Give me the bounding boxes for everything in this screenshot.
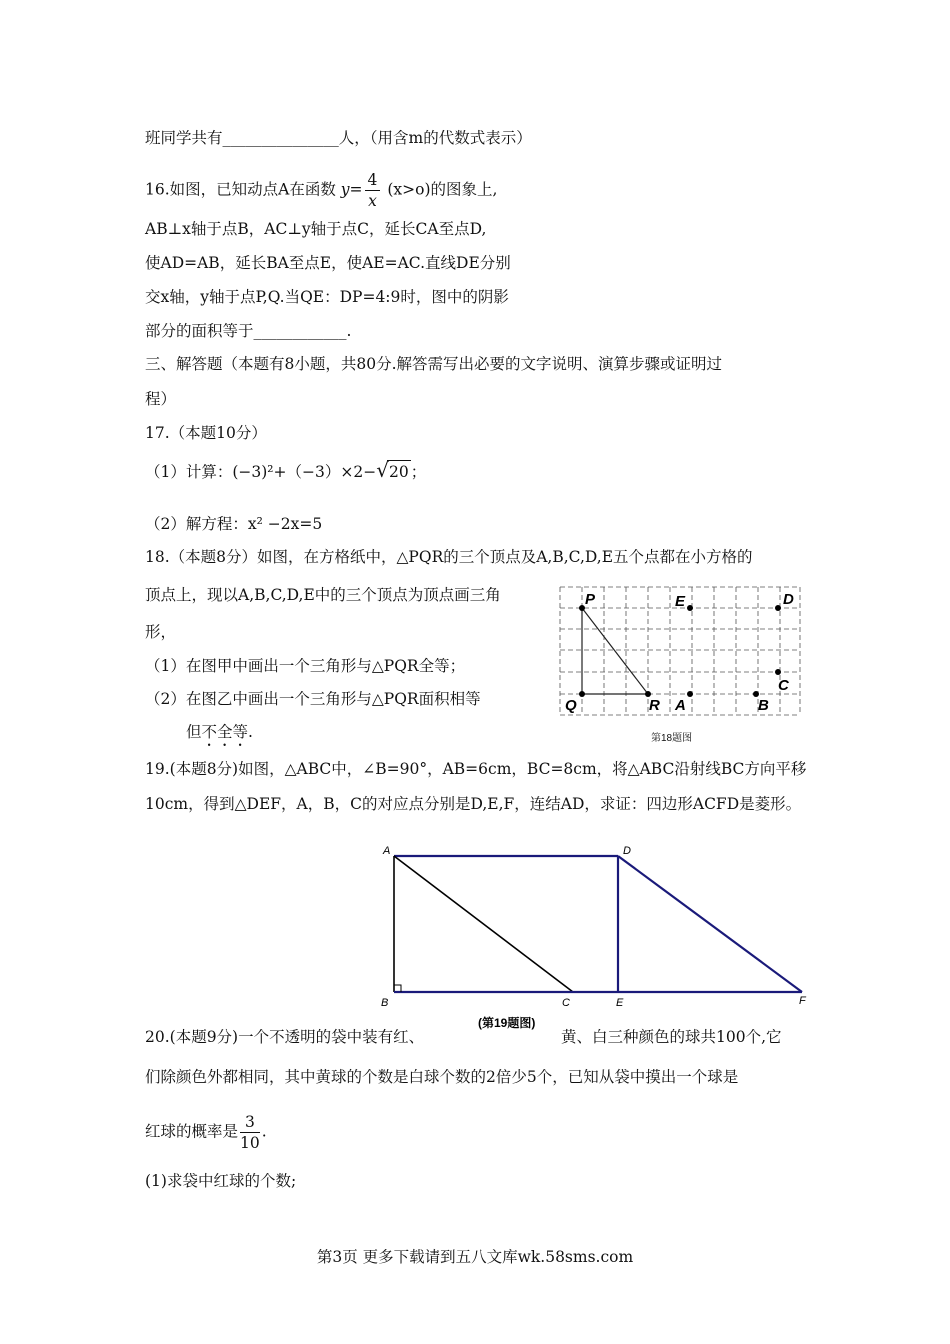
- label-b: B: [758, 697, 769, 714]
- point-d: [775, 605, 781, 611]
- q20-text-c: 红球的概率是: [145, 1122, 239, 1141]
- label-d: D: [783, 591, 794, 608]
- label-c: C: [778, 677, 789, 694]
- label-e: E: [675, 593, 686, 610]
- q18-part1: （1）在图甲中画出一个三角形与△PQR全等；: [145, 657, 466, 675]
- q17-1-end: ；: [410, 463, 427, 481]
- label-p: P: [585, 591, 596, 608]
- label-a: A: [675, 697, 686, 714]
- point-q: [579, 691, 585, 697]
- q20-probability: [145, 1112, 267, 1153]
- question-18: 18.（本题8分）如图，在方格纸中，△PQR的三个顶点及A,B,C,D,E五个点都在小方格的: [145, 548, 753, 566]
- q20-period: .: [261, 1122, 267, 1141]
- q16-text-b: (x>o)的图象上,: [387, 180, 498, 199]
- q16-fraction: [365, 170, 381, 211]
- figure-19-caption: (第19题图): [478, 1016, 536, 1030]
- text-line: 程）: [145, 390, 177, 408]
- text-line: 使AD=AB，延长BA至点E，使AE=AC.直线DE分别: [145, 254, 511, 272]
- figure-18-caption: 第18题图: [651, 733, 693, 744]
- q17-part2: （2）解方程：x² −2x=5: [145, 515, 323, 533]
- question-16: [145, 170, 497, 211]
- label-r: R: [649, 697, 660, 714]
- q20-fraction: [240, 1112, 260, 1153]
- q18-emphasis: 不全等: [201, 723, 249, 741]
- fraction-denominator: x: [368, 192, 377, 210]
- q20-text-a: 20.(本题9分)一个不透明的袋中装有红、: [145, 1028, 425, 1046]
- q17-1-text: （1）计算：(−3)²+（−3）×2−: [145, 463, 377, 481]
- q18-part2-cont: [186, 721, 253, 750]
- label-f: F: [799, 995, 806, 1007]
- page-footer: 第3页 更多下载请到五八文库wk.58sms.com: [316, 1248, 634, 1266]
- q17-part1: [145, 459, 426, 483]
- label-b: B: [381, 997, 389, 1009]
- label-e: E: [616, 997, 624, 1009]
- figure-18: [556, 584, 806, 744]
- text-line: 顶点上，现以A,B,C,D,E中的三个顶点为顶点画三角: [145, 586, 501, 604]
- question-17: 17.（本题10分）: [145, 424, 267, 442]
- text-line: 交x轴，y轴于点P,Q.当QE：DP=4:9时，图中的阴影: [145, 288, 509, 306]
- section-heading: 三、解答题（本题有8小题，共80分.解答需写出必要的文字说明、演算步骤或证明过: [145, 355, 723, 373]
- label-d: D: [623, 845, 631, 857]
- point-e: [687, 605, 693, 611]
- label-q: Q: [565, 697, 577, 714]
- triangle-pqr: [582, 608, 648, 694]
- sqrt-radicand: 20: [387, 460, 411, 483]
- q18-text: 但: [186, 723, 202, 741]
- text-line: AB⊥x轴于点B，AC⊥y轴于点C，延长CA至点D,: [145, 220, 487, 238]
- q20-text-b: 黄、白三种颜色的球共100个,它: [561, 1028, 782, 1046]
- segment-ac: [394, 856, 573, 992]
- fraction-numerator: 3: [240, 1112, 260, 1133]
- sqrt-symbol: √: [376, 458, 389, 482]
- text-line: 形，: [145, 623, 177, 641]
- fraction-numerator: 4: [365, 170, 381, 191]
- figure-19: [378, 838, 818, 1033]
- text-line: 部分的面积等于____________.: [145, 322, 352, 340]
- q16-text: 16.如图，已知动点A在函数: [145, 180, 336, 199]
- fraction-denominator: 10: [240, 1134, 260, 1152]
- question-19: 19.(本题8分)如图，△ABC中，∠B=90°，AB=6cm，BC=8cm，将△ABC沿射线BC方向平移: [145, 760, 807, 778]
- q18-period: .: [248, 723, 253, 741]
- point-c: [775, 669, 781, 675]
- label-c: C: [562, 997, 570, 1009]
- q20-part1: (1)求袋中红球的个数;: [145, 1172, 297, 1190]
- text-line: 班同学共有_______________人，（用含m的代数式表示）: [145, 129, 532, 147]
- question-20: [145, 1026, 424, 1048]
- q18-part2: （2）在图乙中画出一个三角形与△PQR面积相等: [145, 690, 481, 708]
- label-a: A: [383, 845, 391, 857]
- text-line: 们除颜色外都相同，其中黄球的个数是白球个数的2倍少5个，已知从袋中摸出一个球是: [145, 1068, 739, 1086]
- text-line: 10cm，得到△DEF，A，B，C的对应点分别是D,E,F，连结AD，求证：四边形ACFD是菱形。: [145, 795, 802, 813]
- q16-func: y=: [340, 180, 363, 199]
- segment-df: [618, 856, 802, 992]
- point-a: [687, 691, 693, 697]
